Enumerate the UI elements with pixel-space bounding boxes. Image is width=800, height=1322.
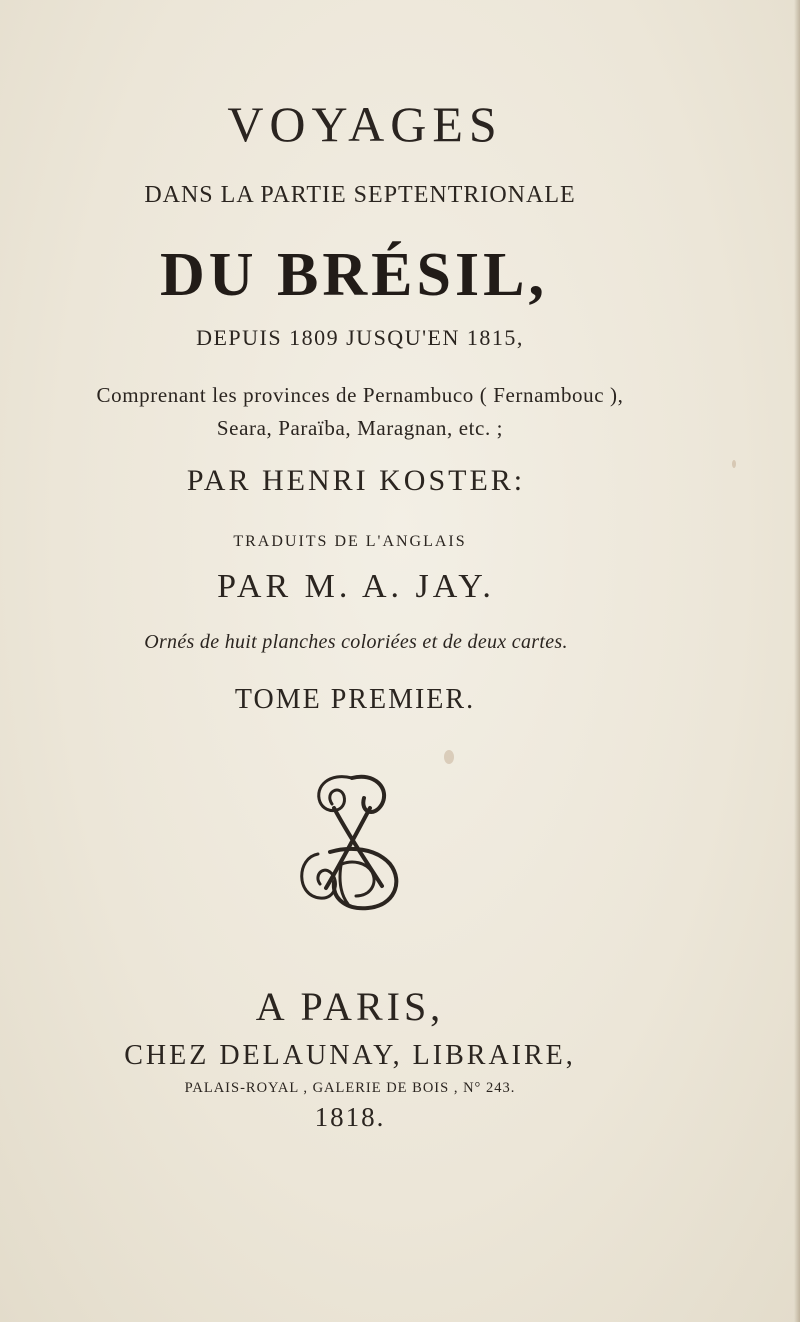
illustrations-note: Ornés de huit planches coloriées et de deux cartes. xyxy=(144,631,568,653)
travel-dates: DEPUIS 1809 JUSQU'EN 1815, xyxy=(196,325,524,350)
publisher-monogram-icon xyxy=(290,768,414,914)
book-main-title: DU BRÉSIL, xyxy=(160,241,548,309)
imprint-year: 1818. xyxy=(314,1102,386,1132)
book-subtitle: DANS LA PARTIE SEPTENTRIONALE xyxy=(144,182,576,208)
author-line: PAR HENRI KOSTER: xyxy=(186,464,526,497)
page-edge xyxy=(794,0,800,1322)
paper-stain xyxy=(444,750,454,764)
provinces-line-1: Comprenant les provinces de Pernambuco ( Fernambouc ), xyxy=(96,383,624,407)
translator-line: PAR M. A. JAY. xyxy=(217,568,495,605)
imprint-publisher: CHEZ DELAUNAY, LIBRAIRE, xyxy=(124,1040,576,1071)
volume-label: TOME PREMIER. xyxy=(234,684,476,715)
paper-stain xyxy=(732,460,736,468)
translated-from-line: TRADUITS DE L'ANGLAIS xyxy=(233,533,467,550)
imprint-address: PALAIS-ROYAL , GALERIE DE BOIS , N° 243. xyxy=(184,1080,516,1096)
book-title: VOYAGES xyxy=(227,96,503,152)
imprint-city: A PARIS, xyxy=(255,984,445,1029)
provinces-line-2: Seara, Paraïba, Maragnan, etc. ; xyxy=(216,416,504,440)
